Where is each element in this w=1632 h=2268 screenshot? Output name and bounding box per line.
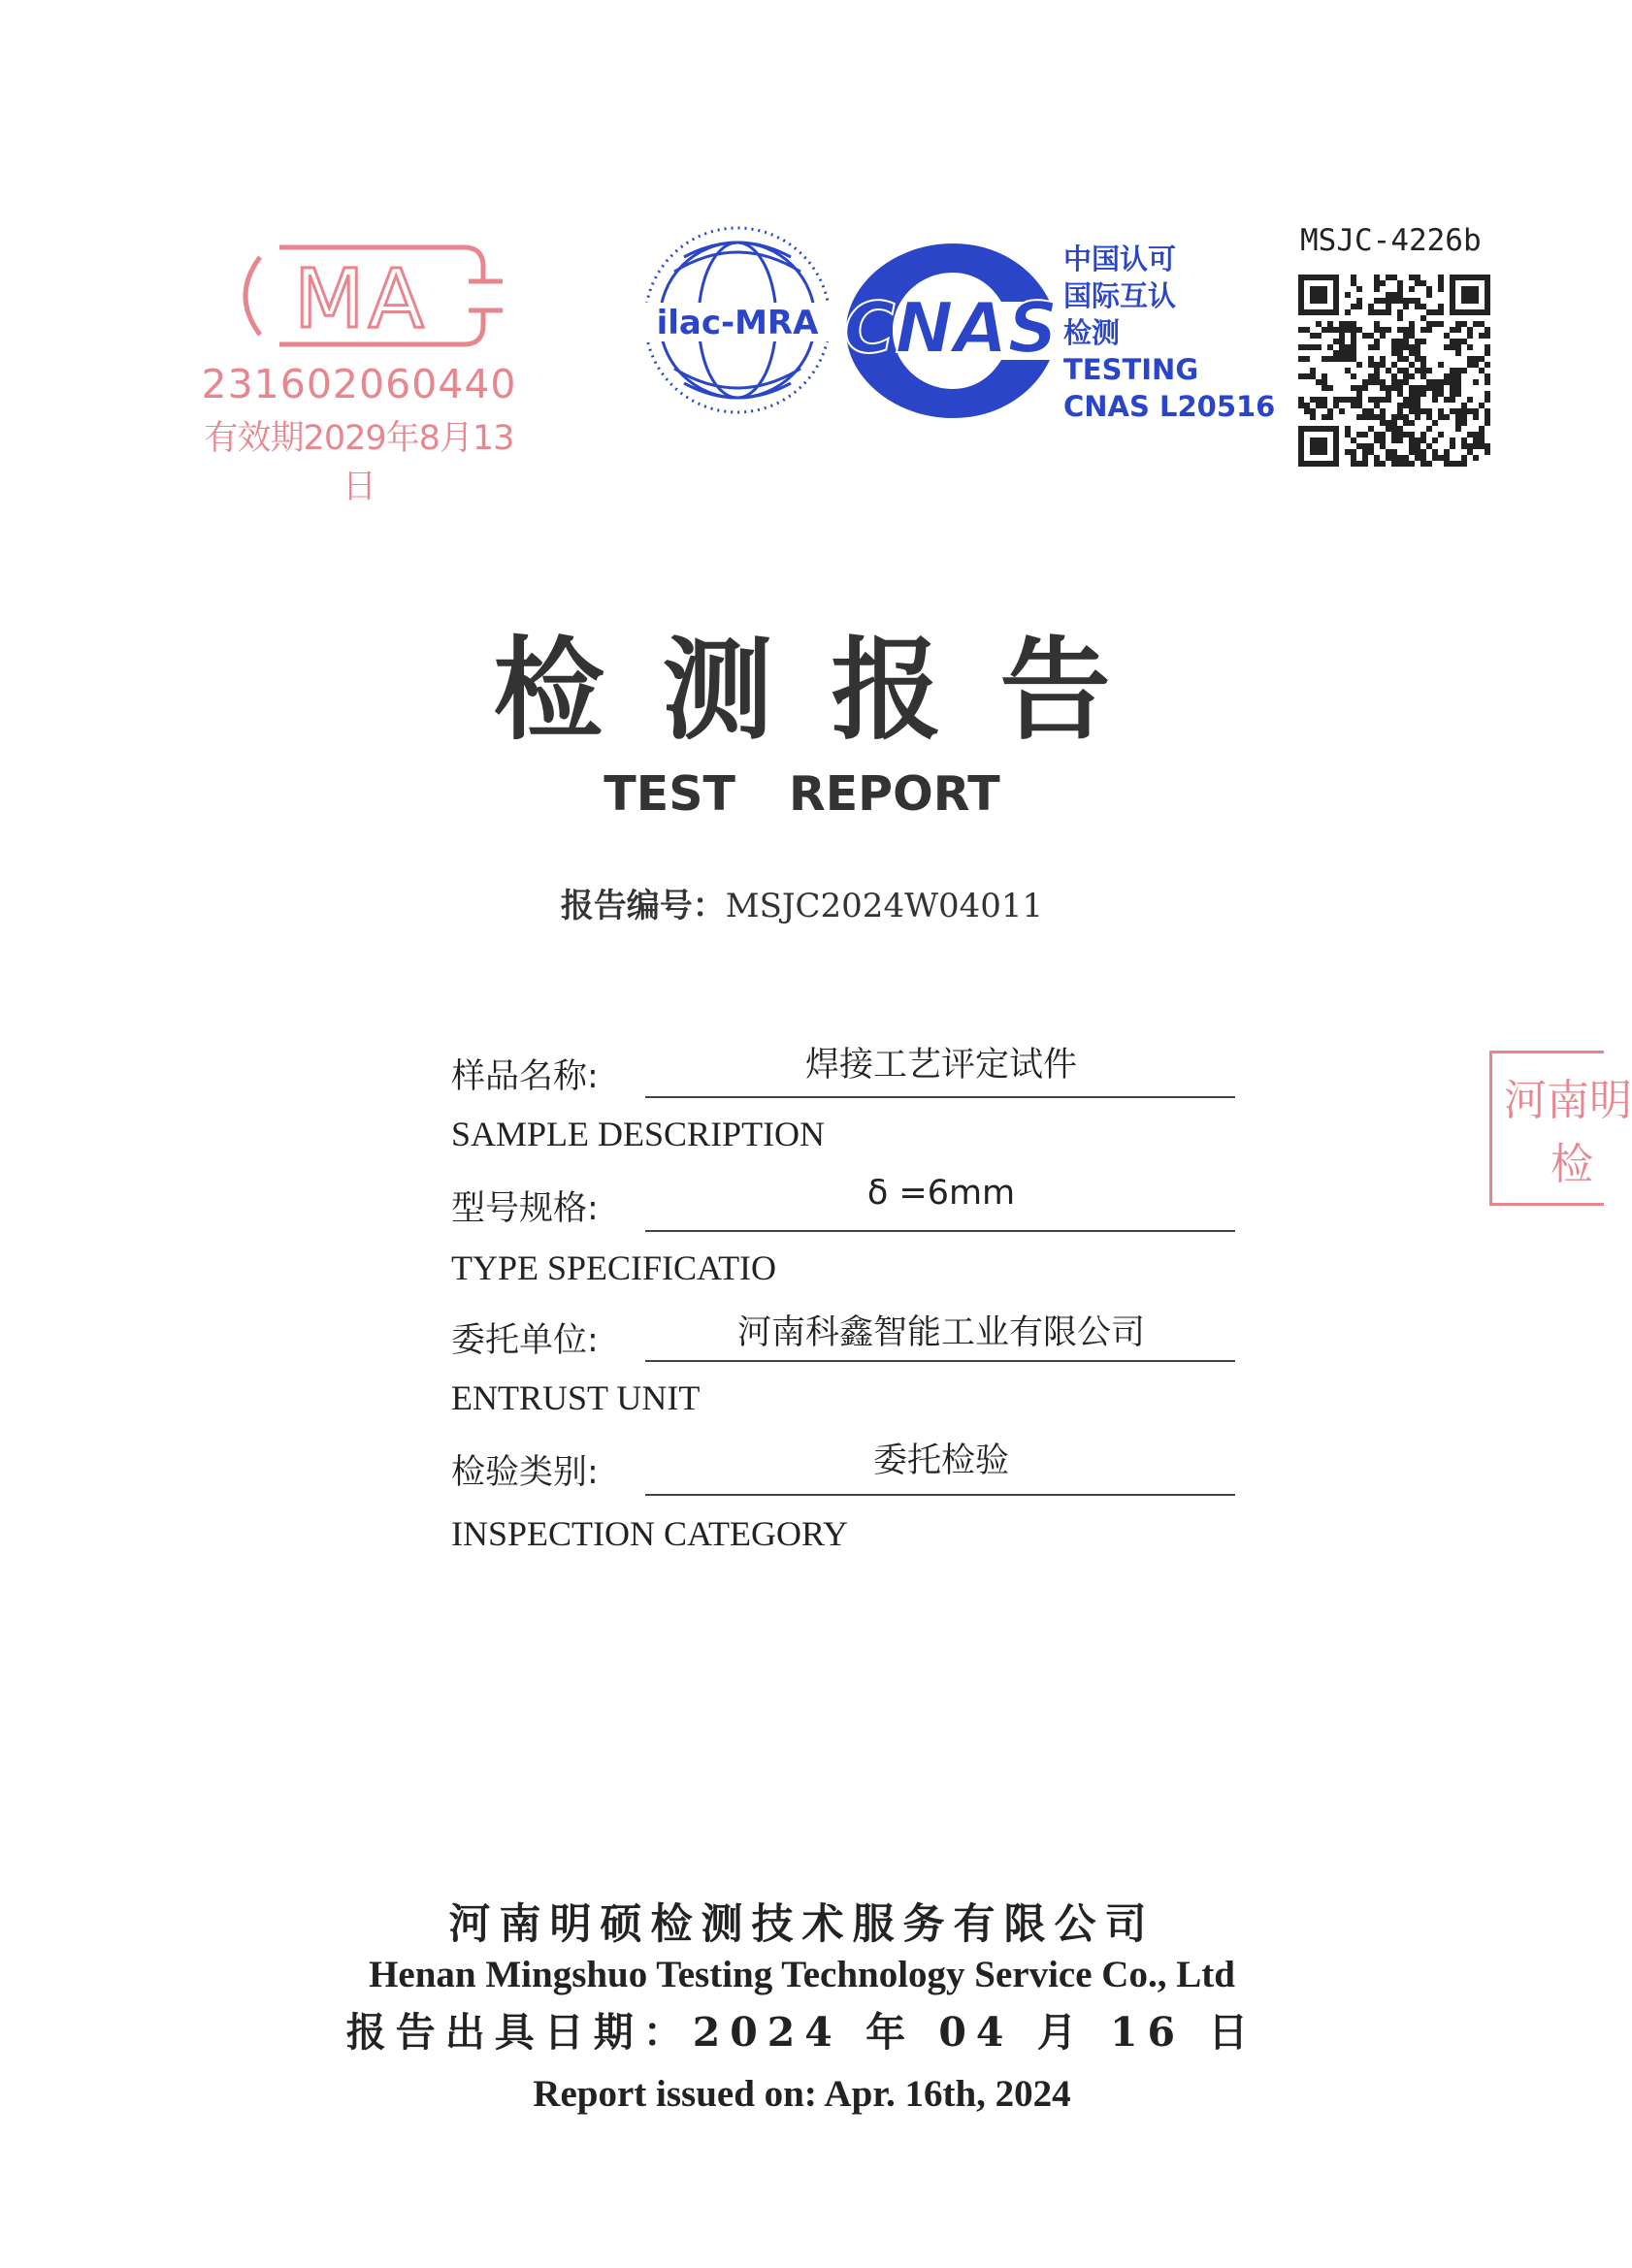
client-label-cn: 委托单位: — [451, 1321, 599, 1360]
cnas-line: 国际互认 — [1063, 279, 1177, 312]
cma-number: 231602060440 — [201, 361, 517, 407]
company-name-cn: 河南明硕检测技术服务有限公司 — [448, 1900, 1156, 1949]
underline — [645, 1494, 1235, 1496]
cnas-line: 检测 — [1063, 316, 1121, 349]
category-label-cn: 检验类别: — [451, 1453, 599, 1492]
category-value: 委托检验 — [872, 1442, 1009, 1480]
underline — [645, 1230, 1235, 1232]
company-seal-partial — [1489, 1051, 1632, 1206]
cnas-logo — [836, 236, 1064, 425]
type-label-cn: 型号规格: — [451, 1189, 599, 1228]
qr-code-graphic — [1298, 275, 1490, 467]
client-label-en: ENTRUST UNIT — [451, 1378, 701, 1417]
qr-code-icon[interactable] — [1298, 275, 1490, 467]
underline — [645, 1360, 1235, 1362]
issue-date-cn: 报告出具日期：2024 年 04 月 16 日 — [345, 2009, 1258, 2056]
sample-value: 焊接工艺评定试件 — [804, 1046, 1077, 1085]
cnas-line: CNAS L20516 — [1063, 390, 1276, 423]
type-value: δ =6mm — [866, 1174, 1016, 1213]
cma-validity: 有效期2029年8月13日 — [204, 419, 514, 506]
cma-seal — [194, 233, 524, 506]
underline — [645, 1096, 1235, 1098]
page-title-cn: 检测报告 — [493, 625, 1169, 755]
ilac-mra-logo — [636, 213, 839, 427]
document-code: MSJC-4226b — [1300, 223, 1482, 258]
seal-line-1: 河南明 — [1504, 1076, 1632, 1125]
page-title-en: TEST REPORT — [604, 766, 1000, 822]
sample-label-cn: 样品名称: — [451, 1057, 599, 1096]
cnas-line: TESTING — [1063, 353, 1199, 386]
category-label-en: INSPECTION CATEGORY — [451, 1514, 849, 1553]
cnas-line: 中国认可 — [1063, 243, 1177, 275]
report-number — [0, 879, 1604, 926]
cnas-mark: CNAS — [843, 287, 1059, 369]
svg-text:MA: MA — [294, 251, 428, 346]
ilac-globe-icon — [636, 213, 839, 427]
sample-label-en: SAMPLE DESCRIPTION — [451, 1115, 826, 1153]
cma-logo-icon — [221, 233, 503, 359]
seal-line-2: 检 — [1550, 1140, 1593, 1189]
cnas-text-block — [1063, 241, 1276, 425]
issue-date-en: Report issued on: Apr. 16th, 2024 — [533, 2073, 1071, 2115]
company-name-en: Henan Mingshuo Testing Technology Service Co., Ltd — [369, 1954, 1235, 1995]
cnas-emblem-icon — [836, 236, 1064, 425]
type-label-en: TYPE SPECIFICATIO — [451, 1248, 777, 1287]
report-number-value: MSJC2024W04011 — [725, 887, 1044, 925]
client-value: 河南科鑫智能工业有限公司 — [736, 1313, 1145, 1352]
ilac-mark: ilac-MRA — [656, 304, 819, 342]
report-number-label: 报告编号： — [560, 887, 726, 925]
